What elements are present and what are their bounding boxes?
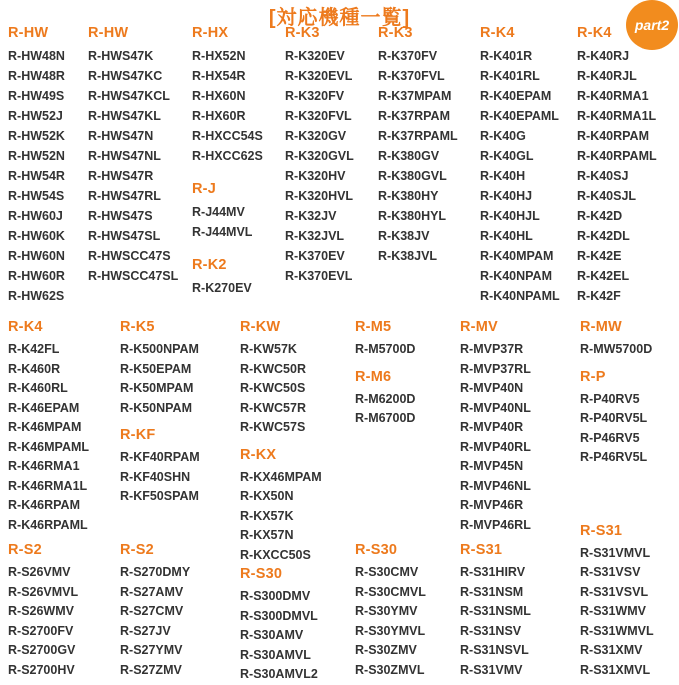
model-number: R-K40SJ xyxy=(577,169,629,183)
model-number: R-MVP37R xyxy=(460,342,524,356)
model-number: R-S31NSML xyxy=(460,604,531,618)
model-number: R-S30CMVL xyxy=(355,584,426,599)
series-group-r-k4 xyxy=(8,318,89,535)
model-number: R-K380HYL xyxy=(378,209,447,223)
series-header: R-J xyxy=(192,181,216,197)
model-number: R-K46RPAM xyxy=(8,498,80,512)
model-number: R-K40SJL xyxy=(577,189,637,203)
model-column xyxy=(355,318,426,680)
model-number: R-K46RPAML xyxy=(8,517,88,532)
model-number: R-KX46MPAM xyxy=(240,469,322,484)
model-column xyxy=(580,318,654,680)
model-number: R-HWS47K xyxy=(88,49,154,63)
series-header: R-K4 xyxy=(577,25,612,41)
model-number: R-HWS47NL xyxy=(88,149,161,163)
model-number: R-K40RPAML xyxy=(577,149,657,163)
model-number: R-KX57K xyxy=(240,508,294,523)
model-number: R-K370EV xyxy=(285,249,345,263)
series-group-r-m5 xyxy=(355,318,415,360)
model-number: R-K46MPAML xyxy=(8,439,90,454)
model-number: R-K270EV xyxy=(192,281,252,295)
series-group-r-s31 xyxy=(460,541,531,680)
model-number: R-P46RV5L xyxy=(580,450,648,464)
model-column xyxy=(8,318,89,680)
model-number: R-HWS47RL xyxy=(88,189,161,203)
series-group-r-kf xyxy=(120,426,200,507)
model-number: R-K40GL xyxy=(480,149,534,163)
model-list-section-top xyxy=(0,24,679,312)
model-number: R-S30CMV xyxy=(355,565,419,579)
model-column xyxy=(240,318,322,680)
model-number: R-HW62S xyxy=(8,289,65,303)
model-number: R-K42EL xyxy=(577,269,630,283)
model-number: R-S30AMVL2 xyxy=(240,667,318,681)
model-number: R-KXCC50S xyxy=(240,547,311,562)
model-number: R-K40RMA1L xyxy=(577,109,657,123)
model-number: R-S31VSV xyxy=(580,565,641,579)
series-group-r-k2 xyxy=(192,256,263,298)
model-number: R-MVP40RL xyxy=(460,439,531,454)
model-number: R-K32JV xyxy=(285,209,337,223)
model-number: R-HW60R xyxy=(8,269,65,283)
model-number: R-K42FL xyxy=(8,342,60,356)
model-number: R-K40HL xyxy=(480,229,533,243)
model-number: R-S26WMV xyxy=(8,604,74,618)
model-number: R-K46MPAM xyxy=(8,420,82,434)
model-number: R-KWC50R xyxy=(240,361,306,376)
series-group-r-s30 xyxy=(240,565,318,685)
series-header: R-MW xyxy=(580,319,622,335)
model-number: R-K50EPAM xyxy=(120,361,192,376)
model-number: R-K320EVL xyxy=(285,69,353,83)
model-number: R-K38JV xyxy=(378,229,430,243)
model-number: R-S30YMVL xyxy=(355,623,426,638)
model-number: R-S2700HV xyxy=(8,662,75,677)
model-number: R-K42D xyxy=(577,209,623,223)
model-number: R-S27ZMV xyxy=(120,662,182,677)
series-group-r-mv xyxy=(460,318,531,535)
model-list-section-bottom xyxy=(0,318,679,680)
series-header: R-KW xyxy=(240,319,281,335)
model-number: R-MVP40R xyxy=(460,420,524,434)
model-number: R-HWSCC47SL xyxy=(88,269,179,283)
series-group-r-m6 xyxy=(355,368,415,429)
model-number: R-K40RJL xyxy=(577,69,637,83)
model-number: R-J44MVL xyxy=(192,225,253,239)
series-header: R-HW xyxy=(88,25,129,41)
model-number: R-K320HVL xyxy=(285,189,354,203)
series-header: R-S2 xyxy=(120,542,154,558)
series-group-r-j xyxy=(192,180,263,242)
model-number: R-KF50SPAM xyxy=(120,489,199,503)
model-column xyxy=(577,24,657,306)
model-number: R-K380GV xyxy=(378,149,440,163)
model-number: R-P40RV5 xyxy=(580,391,640,406)
series-header: R-S2 xyxy=(8,542,42,558)
model-number: R-MVP45N xyxy=(460,459,524,473)
model-number: R-K38JVL xyxy=(378,249,438,263)
model-number: R-S31NSVL xyxy=(460,643,529,657)
model-number: R-HW60K xyxy=(8,229,65,243)
model-number: R-S2700GV xyxy=(8,643,76,657)
model-column xyxy=(285,24,354,286)
series-group-r-s2 xyxy=(8,541,78,680)
model-number: R-S26VMV xyxy=(8,565,71,579)
series-group-r-s31 xyxy=(580,522,654,681)
series-header: R-K5 xyxy=(120,319,155,335)
series-group-r-k3 xyxy=(378,24,458,266)
model-number: R-HW52K xyxy=(8,129,65,143)
series-group-r-hw xyxy=(8,24,65,306)
model-number: R-HX54R xyxy=(192,69,246,83)
model-number: R-K46RMA1 xyxy=(8,459,80,473)
model-number: R-K320EV xyxy=(285,49,345,63)
model-number: R-K320HV xyxy=(285,169,346,183)
model-number: R-HWS47SL xyxy=(88,229,161,243)
model-number: R-K40NPAML xyxy=(480,289,560,303)
model-number: R-S2700FV xyxy=(8,623,74,638)
model-number: R-S30AMVL xyxy=(240,647,311,662)
model-number: R-KWC57S xyxy=(240,420,306,434)
page-title: [対応機種一覧] xyxy=(268,7,411,29)
series-group-r-s2 xyxy=(120,541,190,680)
model-number: R-HW60N xyxy=(8,249,65,263)
model-number: R-S31VSVL xyxy=(580,584,649,599)
model-number: R-K37MPAM xyxy=(378,89,452,103)
series-header: R-MV xyxy=(460,319,498,335)
series-header: R-P xyxy=(580,368,606,385)
model-number: R-K42F xyxy=(577,289,621,303)
series-header: R-K4 xyxy=(8,319,43,335)
series-group-r-p xyxy=(580,368,647,468)
model-number: R-K370EVL xyxy=(285,269,353,283)
series-group-r-k5 xyxy=(120,318,199,418)
series-group-r-mw xyxy=(580,318,652,360)
model-number: R-HWS47N xyxy=(88,129,154,143)
model-number: R-K460R xyxy=(8,361,61,376)
model-number: R-M6200D xyxy=(355,391,416,406)
model-number: R-K42E xyxy=(577,249,622,263)
model-number: R-KW57K xyxy=(240,342,297,356)
series-header: R-S31 xyxy=(580,522,623,539)
model-number: R-K50NPAM xyxy=(120,400,192,415)
model-number: R-M6700D xyxy=(355,411,416,425)
model-number: R-HXCC62S xyxy=(192,149,263,163)
model-number: R-K320FV xyxy=(285,89,345,103)
model-number: R-HX60R xyxy=(192,109,246,123)
model-column xyxy=(120,318,200,680)
series-header: R-S31 xyxy=(460,542,503,558)
model-number: R-HX52N xyxy=(192,49,246,63)
model-number: R-K401R xyxy=(480,49,533,63)
series-header: R-M5 xyxy=(355,319,392,335)
model-number: R-S27YMV xyxy=(120,643,183,657)
model-number: R-HW54R xyxy=(8,169,65,183)
model-number: R-P40RV5L xyxy=(580,411,648,425)
model-number: R-S30YMV xyxy=(355,604,418,618)
model-number: R-J44MV xyxy=(192,205,245,219)
model-number: R-K380GVL xyxy=(378,169,447,183)
model-number: R-K40EPAML xyxy=(480,109,559,123)
model-column xyxy=(460,318,531,680)
model-number: R-S27AMV xyxy=(120,584,184,599)
model-number: R-K380HY xyxy=(378,189,439,203)
model-number: R-MVP37RL xyxy=(460,361,531,376)
model-number: R-K40MPAM xyxy=(480,249,554,263)
series-header: R-K2 xyxy=(192,257,227,273)
model-number: R-KWC57R xyxy=(240,400,306,415)
model-number: R-HW48R xyxy=(8,69,65,83)
model-number: R-HW48N xyxy=(8,49,65,63)
model-number: R-S300DMV xyxy=(240,589,311,603)
model-number: R-MVP46NL xyxy=(460,478,531,493)
series-header: R-KX xyxy=(240,446,277,463)
model-number: R-S31WMV xyxy=(580,604,646,618)
model-number: R-S31HIRV xyxy=(460,565,526,579)
model-number: R-HWS47KC xyxy=(88,69,163,83)
series-group-r-hx xyxy=(192,24,263,166)
model-number: R-K370FVL xyxy=(378,69,445,83)
model-column xyxy=(8,24,65,306)
model-number: R-HW49S xyxy=(8,89,65,103)
model-number: R-K40G xyxy=(480,129,526,143)
model-number: R-K320GVL xyxy=(285,149,354,163)
model-number: R-HW54S xyxy=(8,189,65,203)
series-header: R-K3 xyxy=(378,25,413,41)
series-group-r-hw xyxy=(88,24,178,286)
model-number: R-S270DMY xyxy=(120,565,191,579)
model-number: R-HXCC54S xyxy=(192,129,263,143)
series-group-r-s30 xyxy=(355,541,426,680)
model-number: R-S31WMVL xyxy=(580,623,654,638)
model-number: R-K401RL xyxy=(480,69,540,83)
model-number: R-K40NPAM xyxy=(480,269,552,283)
model-number: R-MVP46RL xyxy=(460,517,531,532)
model-number: R-HX60N xyxy=(192,89,246,103)
model-number: R-K40HJL xyxy=(480,209,540,223)
model-number: R-S30ZMVL xyxy=(355,662,425,677)
model-number: R-K500NPAM xyxy=(120,342,199,356)
model-number: R-HWSCC47S xyxy=(88,249,171,263)
model-number: R-K40H xyxy=(480,169,526,183)
series-header: R-K4 xyxy=(480,25,515,41)
series-group-r-k3 xyxy=(285,24,354,286)
part2-badge-label: part2 xyxy=(634,17,670,33)
series-header: R-KF xyxy=(120,427,156,443)
model-number: R-KF40SHN xyxy=(120,469,191,484)
model-number: R-S31VMVL xyxy=(580,545,651,560)
model-number: R-S31VMV xyxy=(460,662,523,677)
model-number: R-K40RJ xyxy=(577,49,630,63)
model-number: R-MVP46R xyxy=(460,498,524,512)
model-number: R-S31XMVL xyxy=(580,662,651,677)
model-number: R-K42DL xyxy=(577,229,630,243)
model-column xyxy=(480,24,560,306)
model-number: R-MVP40NL xyxy=(460,400,531,415)
model-number: R-K37RPAM xyxy=(378,109,450,123)
model-number: R-S31XMV xyxy=(580,643,643,657)
model-number: R-K32JVL xyxy=(285,229,345,243)
model-number: R-HW52J xyxy=(8,109,63,123)
series-group-r-k4 xyxy=(480,24,560,306)
model-number: R-HW52N xyxy=(8,149,65,163)
model-number: R-KF40RPAM xyxy=(120,450,200,464)
series-group-r-k4 xyxy=(577,24,657,306)
model-number: R-HWS47KCL xyxy=(88,89,170,103)
model-number: R-HWS47S xyxy=(88,209,153,223)
series-header: R-M6 xyxy=(355,368,392,385)
model-number: R-K40EPAM xyxy=(480,89,552,103)
model-number: R-K370FV xyxy=(378,49,438,63)
model-number: R-K40HJ xyxy=(480,189,533,203)
series-header: R-S30 xyxy=(355,542,398,558)
model-number: R-MW5700D xyxy=(580,342,653,356)
model-number: R-S31NSV xyxy=(460,623,522,638)
model-number: R-HW60J xyxy=(8,209,63,223)
model-number: R-K320GV xyxy=(285,129,347,143)
model-number: R-S30ZMV xyxy=(355,643,417,657)
model-number: R-HWS47R xyxy=(88,169,154,183)
model-number: R-K460RL xyxy=(8,381,68,395)
model-number: R-S30AMV xyxy=(240,628,304,642)
model-number: R-M5700D xyxy=(355,342,416,356)
series-header: R-HX xyxy=(192,25,229,41)
series-header: R-S30 xyxy=(240,566,283,582)
model-number: R-K37RPAML xyxy=(378,129,458,143)
series-group-r-kw xyxy=(240,318,306,438)
model-column xyxy=(88,24,178,286)
series-header: R-HW xyxy=(8,25,49,41)
model-number: R-K40RMA1 xyxy=(577,89,649,103)
model-column xyxy=(192,24,263,298)
model-number: R-K40RPAM xyxy=(577,129,649,143)
model-number: R-S300DMVL xyxy=(240,608,318,623)
model-number: R-HWS47KL xyxy=(88,109,161,123)
series-header: R-K3 xyxy=(285,25,320,41)
model-number: R-S26VMVL xyxy=(8,584,79,599)
model-number: R-KX57N xyxy=(240,528,294,542)
model-number: R-S27CMV xyxy=(120,604,184,618)
model-number: R-MVP40N xyxy=(460,381,524,395)
model-number: R-K50MPAM xyxy=(120,381,194,395)
model-number: R-KWC50S xyxy=(240,381,306,395)
model-column xyxy=(378,24,458,266)
model-number: R-S31NSM xyxy=(460,584,524,599)
model-number: R-S27JV xyxy=(120,623,171,638)
model-number: R-K46RMA1L xyxy=(8,478,88,493)
model-number: R-P46RV5 xyxy=(580,430,640,445)
series-group-r-kx xyxy=(240,446,322,566)
model-number: R-KX50N xyxy=(240,489,294,503)
model-number: R-K320FVL xyxy=(285,109,352,123)
model-number: R-K46EPAM xyxy=(8,400,80,415)
